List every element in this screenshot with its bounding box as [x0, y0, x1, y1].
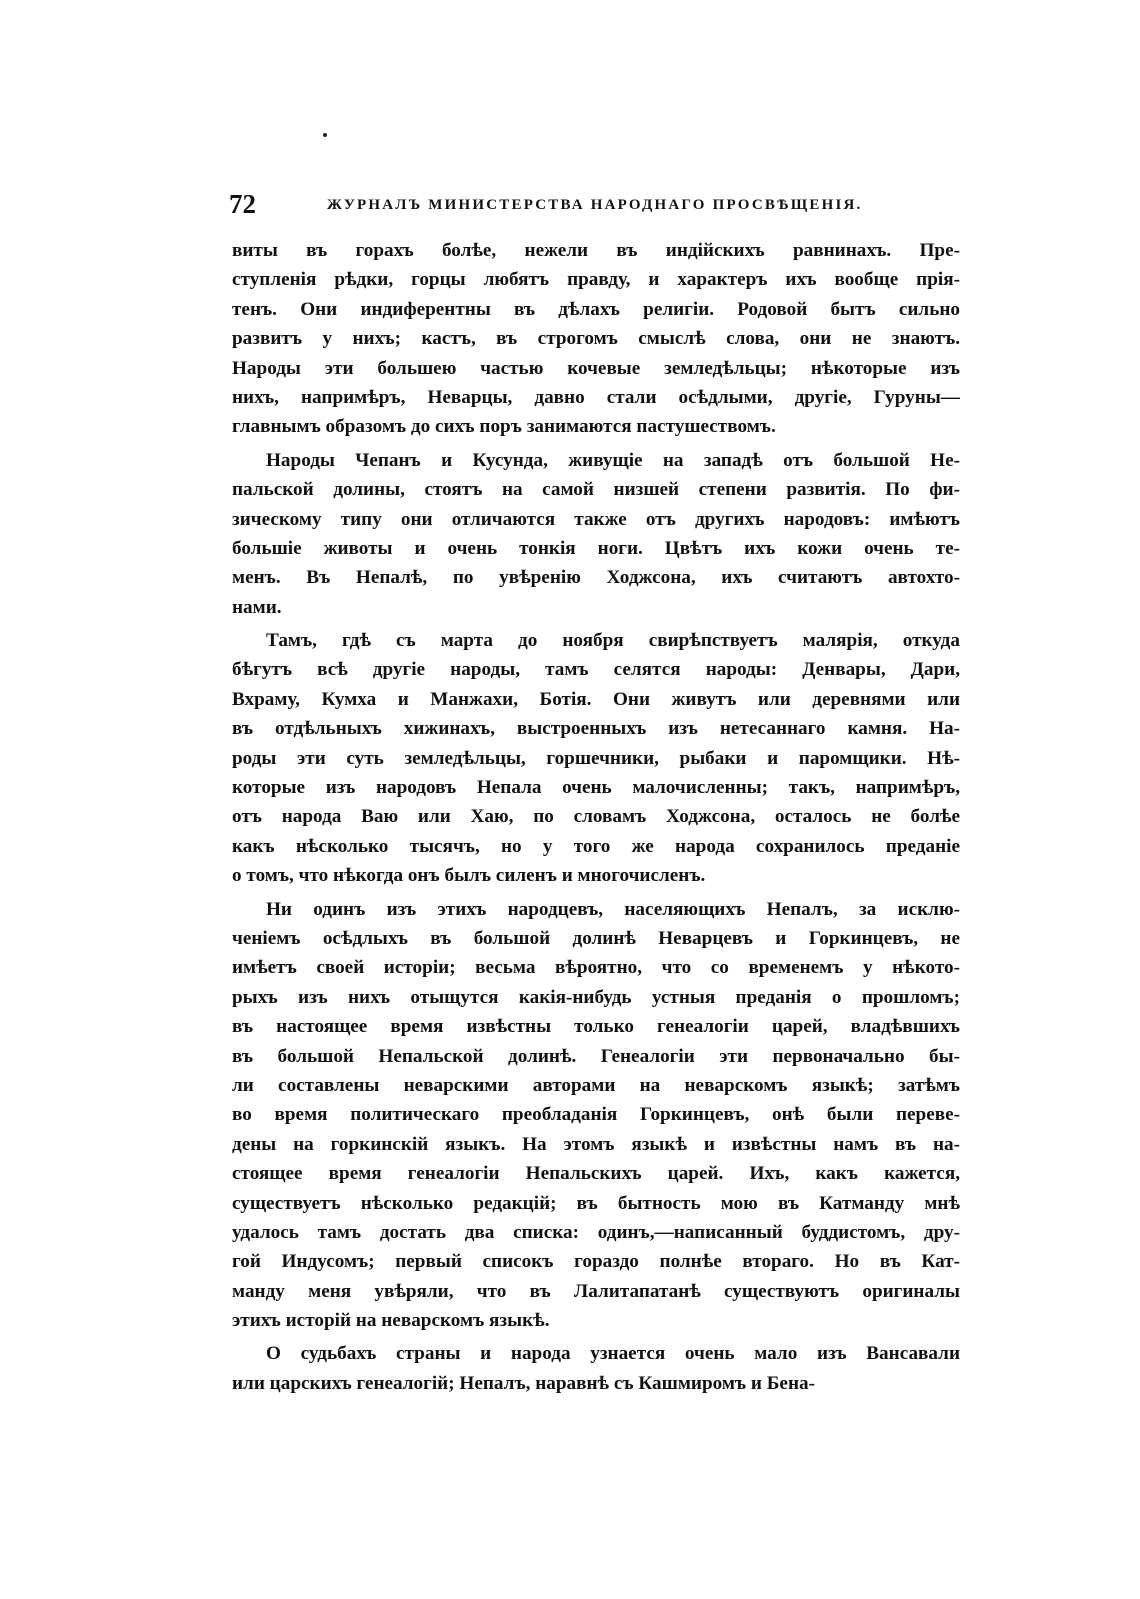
text-line: существуетъ нѣсколько редакцій; въ бытность мою въ Катманду мнѣ — [232, 1192, 960, 1214]
text-line: ченіемъ осѣдлыхъ въ большой долинѣ Неварцевъ и Горкинцевъ, не — [232, 927, 960, 949]
text-line: рыхъ изъ нихъ отыщутся какія-нибудь устныя преданія о прошломъ; — [232, 986, 960, 1008]
text-line: пальской долины, стоятъ на самой низшей степени развитія. По фи- — [232, 479, 960, 501]
text-line: во время политическаго преобладанія Горкинцевъ, онѣ были переве- — [232, 1104, 960, 1126]
paragraph — [232, 626, 960, 891]
text-line: ли составлены неварскими авторами на неварскомъ языкѣ; затѣмъ — [232, 1074, 960, 1096]
text-line: стоящее время генеалогіи Непальскихъ царей. Ихъ, какъ кажется, — [232, 1163, 960, 1185]
running-title: ЖУРНАЛЪ МИНИСТЕРСТВА НАРОДНАГО ПРОСВѢЩЕНІЯ. — [327, 197, 863, 213]
text-line: тенъ. Они индиферентны въ дѣлахъ религіи. Родовой бытъ сильно — [232, 298, 960, 320]
paragraph — [232, 236, 960, 442]
text-line: О судьбахъ страны и народа узнается очень мало изъ Вансавали — [266, 1343, 960, 1365]
text-line: Вхраму, Кумха и Манжахи, Ботія. Они живутъ или деревнями или — [232, 688, 960, 710]
paragraph — [232, 446, 960, 622]
text-line: роды эти суть земледѣльцы, горшечники, рыбаки и паромщики. Нѣ- — [232, 747, 960, 769]
text-line: которые изъ народовъ Непала очень малочисленны; такъ, напримѣръ, — [232, 777, 960, 799]
text-line: о томъ, что нѣкогда онъ былъ силенъ и многочисленъ. — [232, 865, 706, 887]
text-line: какъ нѣсколько тысячъ, но у того же народа сохранилось преданіе — [232, 835, 960, 857]
body-text — [232, 236, 960, 1398]
text-line: бѣгутъ всѣ другіе народы, тамъ селятся народы: Денвары, Дари, — [232, 659, 960, 681]
text-line: въ большой Непальской долинѣ. Генеалогіи эти первоначально бы- — [232, 1045, 960, 1067]
text-line: въ настоящее время извѣстны только генеалогіи царей, владѣвшихъ — [232, 1016, 960, 1038]
text-line: нихъ, напримѣръ, Неварцы, давно стали осѣдлыми, другіе, Гуруны— — [232, 386, 960, 408]
text-line: гой Индусомъ; первый списокъ гораздо полнѣе втораго. Но въ Кат- — [232, 1251, 960, 1273]
paragraph — [232, 895, 960, 1336]
text-line: манду меня увѣряли, что въ Лалитапатанѣ существуютъ оригиналы — [232, 1280, 960, 1302]
text-line: нами. — [232, 596, 282, 618]
text-line: въ отдѣльныхъ хижинахъ, выстроенныхъ изъ нетесаннаго камня. На- — [232, 718, 960, 740]
paragraph — [232, 1339, 960, 1398]
text-line: Ни одинъ изъ этихъ народцевъ, населяющихъ Непалъ, за исклю- — [266, 898, 960, 920]
text-line: менъ. Въ Непалѣ, по увѣренію Ходжсона, ихъ считаютъ автохто- — [232, 567, 960, 589]
page-speck — [323, 133, 327, 137]
page-header — [229, 184, 957, 224]
text-line: отъ народа Ваю или Хаю, по словамъ Ходжсона, осталось не болѣе — [232, 806, 960, 828]
text-line: Тамъ, гдѣ съ марта до ноября свирѣпствуетъ малярія, откуда — [266, 630, 960, 652]
text-line: главнымъ образомъ до сихъ поръ занимаются пастушествомъ. — [232, 416, 776, 438]
text-line: имѣетъ своей исторіи; весьма вѣроятно, что со временемъ у нѣкото- — [232, 957, 960, 979]
page-number: 72 — [229, 189, 256, 219]
text-line: Народы Чепанъ и Кусунда, живущіе на западѣ отъ большой Не- — [266, 449, 960, 471]
text-line: или царскихъ генеалогій; Непалъ, наравнѣ съ Кашмиромъ и Бена- — [232, 1372, 815, 1394]
text-line: большіе животы и очень тонкія ноги. Цвѣтъ ихъ кожи очень те- — [232, 537, 960, 559]
text-line: развитъ у нихъ; кастъ, въ строгомъ смыслѣ слова, они не знаютъ. — [232, 328, 960, 350]
text-line: Народы эти большею частью кочевые земледѣльцы; нѣкоторые изъ — [232, 357, 960, 379]
text-line: дены на горкинскій языкъ. На этомъ языкѣ и извѣстны намъ въ на- — [232, 1133, 960, 1155]
text-line: виты въ горахъ болѣе, нежели въ индійскихъ равнинахъ. Пре- — [232, 240, 960, 261]
text-line: удалось тамъ достать два списка: одинъ,—написанный буддистомъ, дру- — [232, 1221, 960, 1243]
text-line: зическому типу они отличаются также отъ другихъ народовъ: имѣютъ — [232, 508, 960, 530]
text-line: этихъ исторій на неварскомъ языкѣ. — [232, 1310, 550, 1332]
text-line: ступленія рѣдки, горцы любятъ правду, и характеръ ихъ вообще прія- — [232, 269, 960, 291]
